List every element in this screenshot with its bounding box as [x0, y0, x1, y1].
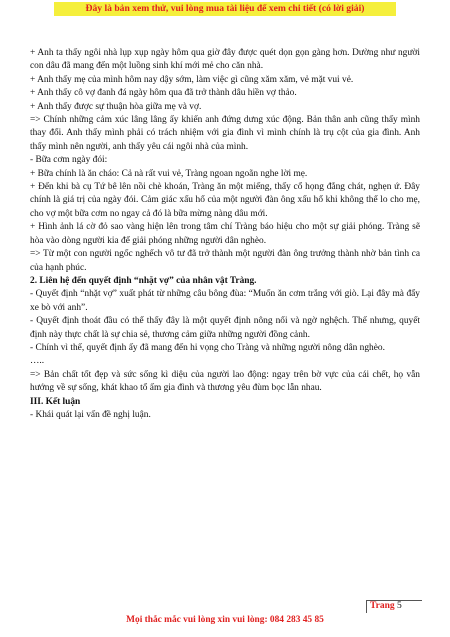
page-number — [370, 601, 402, 611]
footer-contact: Mọi thắc mắc vui lòng xin vui lòng: 084 283 45 85 — [126, 615, 324, 625]
section-heading: 2. Liên hệ đến quyết định “nhặt vợ” của nhân vật Tràng. — [30, 275, 257, 286]
body-paragraph: - Khái quát lại vấn đề nghị luận. — [30, 409, 151, 420]
body-paragraph: => Bản chất tốt đẹp và sức sống kì diệu của người lao động: ngay trên bờ vực của cái chết, họ vẫn hướng về sự sống, khát khao tổ ấm gia đình và thương yêu đùm bọc lẫn nhau. — [30, 369, 420, 394]
section-heading: III. Kết luận — [30, 396, 81, 407]
page-number-value: 5 — [397, 601, 402, 611]
body-paragraph: - Quyết định thoát đầu có thể thấy đây là một quyết định nông nổi và ngờ nghệch. Thế nhưng, quyết định này thực chất là sự chia sẻ, thương cảm giữa những người đồng cảnh. — [30, 316, 420, 340]
preview-banner: Đây là bản xem thử, vui lòng mua tài liệu để xem chi tiết (có lời giải) — [54, 2, 396, 16]
body-paragraph: - Chính vì thế, quyết định ấy đã mang đến hi vọng cho Tràng và những người nông dân nghèo. — [30, 342, 385, 353]
body-paragraph: + Đến khi bà cụ Tứ bê lên nồi chè khoán, Tràng ăn một miếng, thấy cổ họng đắng chát, nghẹn ứ. Đây chính là giá trị của ngày đói. Cảm giác xấu hổ của một người đàn ông xấu hổ khi không thể lo cho mẹ, cho vợ một bữa cơm no ngay cả đó là bữa mừng nàng dâu mới. — [30, 182, 420, 219]
body-paragraph: + Anh thấy mẹ của mình hôm nay dậy sớm, làm việc gì cũng xăm xăm, vẻ mặt vui vẻ. — [30, 74, 354, 85]
body-paragraph: ….. — [30, 356, 45, 367]
body-paragraph: - Quyết định “nhặt vợ” xuất phát từ những câu bông đùa: “Muốn ăn cơm trắng với giò. Lại đây mà đẩy xe bò với anh”. — [30, 289, 420, 313]
body-paragraph: + Anh ta thấy ngôi nhà lụp xụp ngày hôm qua giờ đây được quét dọn gọn gàng hơn. Dường như người con dâu đã mang đến một luồng sinh khí mới mẻ cho căn nhà. — [30, 48, 420, 72]
body-paragraph: => Từ một con người ngốc nghếch vô tư đã trở thành một người đàn ông trưởng thành nhờ bản tình ca của hạnh phúc. — [30, 249, 420, 273]
document-body — [30, 47, 420, 422]
body-paragraph: + Anh thấy cô vợ đanh đá ngày hôm qua đã trở thành dâu hiền vợ thảo. — [30, 88, 297, 99]
body-paragraph: + Anh thấy được sự thuận hòa giữa mẹ và vợ. — [30, 101, 202, 112]
page-label: Trang — [370, 601, 395, 611]
footer-page-bar — [366, 600, 367, 613]
body-paragraph: + Hình ảnh lá cờ đỏ sao vàng hiện lên trong tâm chí Tràng báo hiệu cho một sự giải phóng. Tràng sẽ hòa vào dòng người kia để giải phóng những người dân nghèo. — [30, 222, 420, 246]
body-paragraph: => Chính những cảm xúc lâng lâng ấy khiến anh đứng dưng xúc động. Bản thân anh cũng thấy mình thay đổi. Anh thấy mình phải có trách nhiệm với gia đình vì mình chính là trụ cột của gia đình. Anh thấy mình nên người, anh thấy yêu cái ngôi nhà của mình. — [30, 115, 420, 152]
body-paragraph: - Bữa cơm ngày đói: — [30, 155, 108, 166]
body-paragraph: + Bữa chính là ăn cháo: Cả nà rất vui vẻ, Tràng ngoan ngoãn nghe lời mẹ. — [30, 168, 308, 179]
